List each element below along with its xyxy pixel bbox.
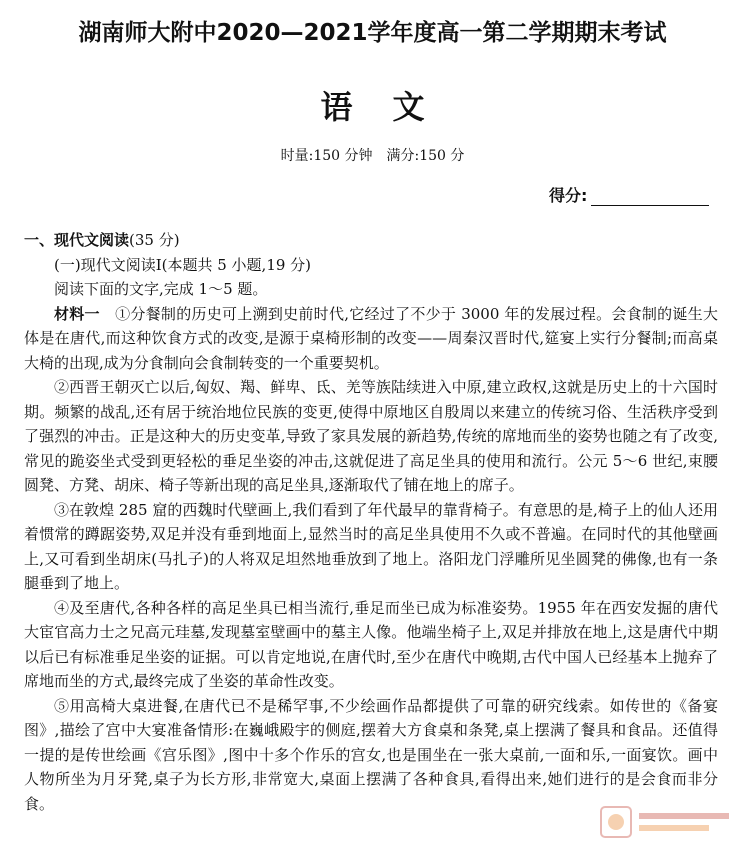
- subsection-heading: (一)现代文阅读Ⅰ(本题共 5 小题,19 分): [54, 255, 312, 274]
- section-heading: [24, 228, 718, 253]
- score-blank-line: [591, 187, 709, 206]
- reading-instruction: 阅读下面的文字,完成 1～5 题。: [54, 280, 268, 298]
- score-label: 得分:: [549, 186, 588, 205]
- exam-title: 湖南师大附中2020—2021学年度高一第二学期期末考试: [78, 20, 667, 46]
- exam-info: 时量:150 分钟 满分:150 分: [280, 148, 465, 164]
- paragraph-3: ③在敦煌 285 窟的西魏时代壁画上,我们看到了年代最早的靠背椅子。有意思的是,椅子上的仙人还用着惯常的蹲踞姿势,双足并没有垂到地面上,显然当时的高足坐具使用不久或不普遍。在同时代的其他壁画上,又可看到坐胡床(马扎子)的人将双足坦然地垂放到了地上。洛阳龙门浮雕所见坐圆凳的佛像,也有一条腿垂到了地上。: [24, 500, 718, 592]
- section-heading-text: 一、现代文阅读: [24, 231, 130, 249]
- paragraph-2: ②西晋王朝灭亡以后,匈奴、羯、鲜卑、氐、羌等族陆续进入中原,建立政权,这就是历史上的十六国时期。频繁的战乱,还有居于统治地位民族的变更,使得中原地区自殷周以来建立的传统习俗、生活秩序受到了强烈的冲击。正是这种大的历史变革,导致了家具发展的新趋势,传统的席地而坐的姿势也随之有了改变,常见的跪姿坐式受到更轻松的垂足坐姿的冲击,这就促进了高足坐具的使用和流行。公元 5～6 世纪,束腰圆凳、方凳、胡床、椅子等新出现的高足坐具,逐渐取代了铺在地上的席子。: [24, 378, 718, 494]
- subject-title: 语文: [320, 88, 465, 126]
- paragraph-5: ⑤用高椅大桌进餐,在唐代已不是稀罕事,不少绘画作品都提供了可靠的研究线索。如传世的《备宴图》,描绘了宫中大宴准备情形:在巍峨殿宇的侧庭,摆着大方食桌和条凳,桌上摆满了餐具和食品。还值得一提的是传世绘画《宫乐图》,图中十多个作乐的宫女,也是围坐在一张大桌前,一面和乐,一面宴饮。画中人物所坐为月牙凳,桌子为长方形,非常宽大,桌面上摆满了各种食具,看得出来,她们进行的是会食而非分食。: [24, 696, 718, 813]
- paragraph-1: [24, 302, 718, 376]
- score-field: [549, 183, 709, 206]
- paragraph-1-text: ①分餐制的历史可上溯到史前时代,它经过了不少于 3000 年的发展过程。会食制的诞生大体是在唐代,而这种饮食方式的改变,是源于桌椅形制的改变——周秦汉晋时代,筵宴上实行分餐制;而高桌大椅的出现,成为分食制向会食制转变的一个重要契机。: [24, 304, 718, 372]
- material-label: 材料一: [54, 304, 100, 323]
- section-heading-score: (35 分): [129, 231, 180, 249]
- section-modern-reading: [24, 228, 718, 816]
- paragraph-4: ④及至唐代,各种各样的高足坐具已相当流行,垂足而坐已成为标准姿势。1955 年在西安发掘的唐代大宦官高力士之兄高元珪墓,发现墓室壁画中的墓主人像。他端坐椅子上,双足并排放在地上,这是唐代中期以后已有标准垂足坐姿的证据。可以肯定地说,在唐代时,至少在唐代中晚期,古代中国人已经基本上抛弃了席地而坐的方式,最终完成了坐姿的革命性改变。: [24, 598, 718, 690]
